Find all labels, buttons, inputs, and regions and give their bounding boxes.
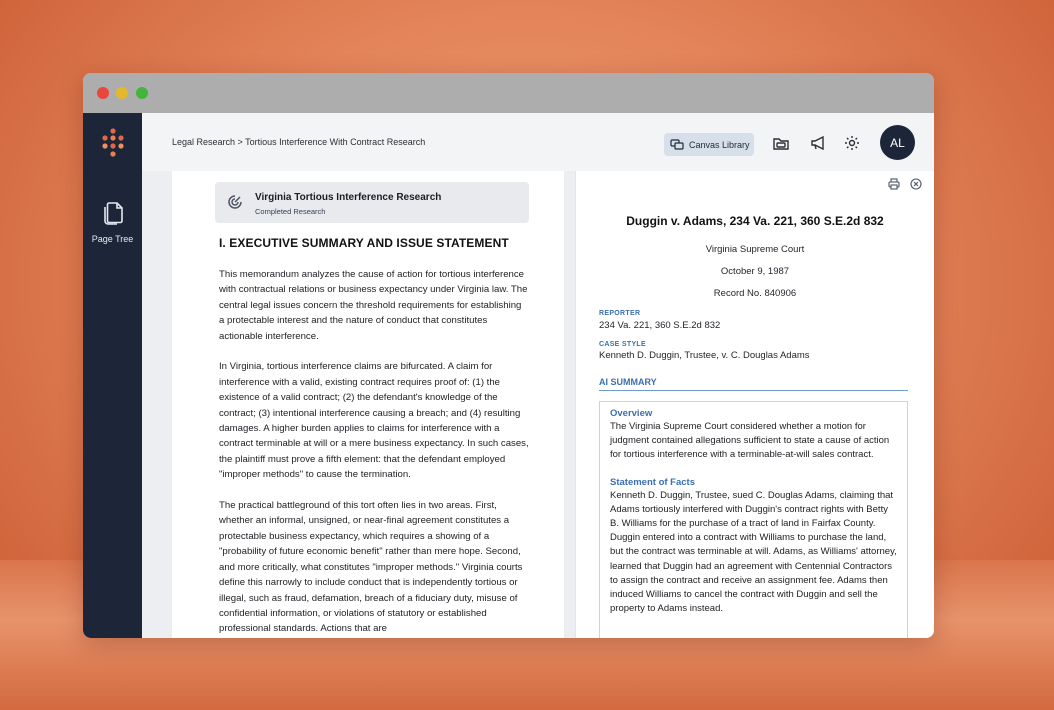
paragraph: This memorandum analyzes the cause of action for tortious interference with contractual relations or business expectancy under Virginia law. The central legal issues concern the threshold requirements for establishing a protectable interest and the nature of conduct that constitutes actionable interference.	[219, 269, 528, 342]
case-date: October 9, 1987	[720, 266, 790, 277]
canvas-library-button[interactable]	[664, 133, 754, 156]
maximize-window-button[interactable]	[136, 87, 148, 99]
document-title: Virginia Tortious Interference Research	[255, 192, 442, 203]
sidebar-item-page-tree[interactable]	[83, 199, 142, 247]
case-record: Record No. 840906	[713, 288, 797, 299]
section-heading: I. EXECUTIVE SUMMARY AND ISSUE STATEMENT	[219, 236, 509, 250]
case-style-value: Kenneth D. Duggin, Trustee, v. C. Douglas Adams	[599, 350, 810, 361]
document-status: Completed Research	[255, 207, 326, 216]
ai-summary-heading: AI SUMMARY	[599, 377, 908, 391]
folder-car-icon[interactable]	[772, 134, 790, 152]
gear-icon[interactable]	[843, 134, 861, 152]
minimize-window-button[interactable]	[116, 87, 128, 99]
canvas-library-label: Canvas Library	[689, 139, 750, 150]
case-detail-panel	[575, 171, 934, 638]
case-style-label: CASE STYLE	[599, 341, 646, 348]
research-document	[172, 171, 564, 638]
window-titlebar	[83, 73, 934, 113]
panel-toolbar	[888, 178, 922, 190]
case-title: Duggin v. Adams, 234 Va. 221, 360 S.E.2d 832	[626, 214, 884, 228]
ai-summary-box	[599, 401, 908, 638]
sidebar	[83, 113, 142, 638]
overview-text: The Virginia Supreme Court considered whether a motion for judgment contained allegations sufficient to state a cause of action for tortious interference with a terminable-at-will sales contract.	[610, 421, 890, 461]
app-window	[83, 73, 934, 638]
paragraph: The practical battleground of this tort often lies in two areas. First, whether an informal, unsigned, or near-final agreement constitutes a protectable business expectancy, which requires a showing of a "probability of future economic benefit" rather than mere hope. Second, and more critically, what constitutes "improper methods." Virginia courts define this narrowly to include conduct that is independently tortious or illegal, such as fraud, defamation, breach of a fiduciary duty, misuse of confidential information, or violations of statutory or established professional standards. Actions that are	[219, 500, 523, 635]
page-tree-icon	[101, 199, 125, 225]
app-logo[interactable]	[100, 128, 126, 158]
document-body	[219, 267, 529, 638]
paragraph: In Virginia, tortious interference claims are bifurcated. A claim for interference with a valid, existing contract requires proof of: (1) the existence of a valid contract; (2) the defendant's knowledge of the contract; (3) intentional interference causing a breach; and (4) resulting damages. A higher burden applies to claims for interference with a contract terminable at will or a mere business expectancy. In such cases, the plaintiff must prove a fifth element: that the defendant employed "improper methods" to cause the termination.	[219, 361, 529, 481]
megaphone-icon[interactable]	[809, 134, 827, 152]
document-header-card[interactable]	[215, 182, 529, 223]
overview-heading: Overview	[610, 408, 653, 419]
facts-text: Kenneth D. Duggin, Trustee, sued C. Douglas Adams, claiming that Adams tortiously interfered with Duggin's contract rights with Betty B. Williams for the purchase of a tract of land in Fairfax County. Duggin entered into a contract with Williams to purchase the land, but the contract was terminable at will. Adams, as Williams' attorney, learned that Duggin had an agreement with Centennial Contractors to assign the contract and receive an assignment fee. Adams then induced Williams to cancel the contract with Duggin and sell the property to Adams instead.	[610, 489, 897, 615]
close-icon[interactable]	[910, 178, 922, 190]
top-bar	[142, 113, 934, 171]
case-court: Virginia Supreme Court	[705, 244, 805, 255]
user-avatar[interactable]: AL	[880, 125, 915, 160]
page-tree-label: Page Tree	[91, 234, 134, 244]
print-icon[interactable]	[888, 178, 900, 190]
reporter-label: REPORTER	[599, 310, 641, 317]
canvas-library-icon	[670, 139, 684, 151]
main-content	[142, 171, 934, 638]
research-status-icon	[227, 194, 243, 210]
reporter-value: 234 Va. 221, 360 S.E.2d 832	[599, 320, 721, 331]
facts-heading: Statement of Facts	[610, 476, 695, 488]
close-window-button[interactable]	[97, 87, 109, 99]
breadcrumb[interactable]: Legal Research > Tortious Interference With Contract Research	[172, 137, 426, 147]
